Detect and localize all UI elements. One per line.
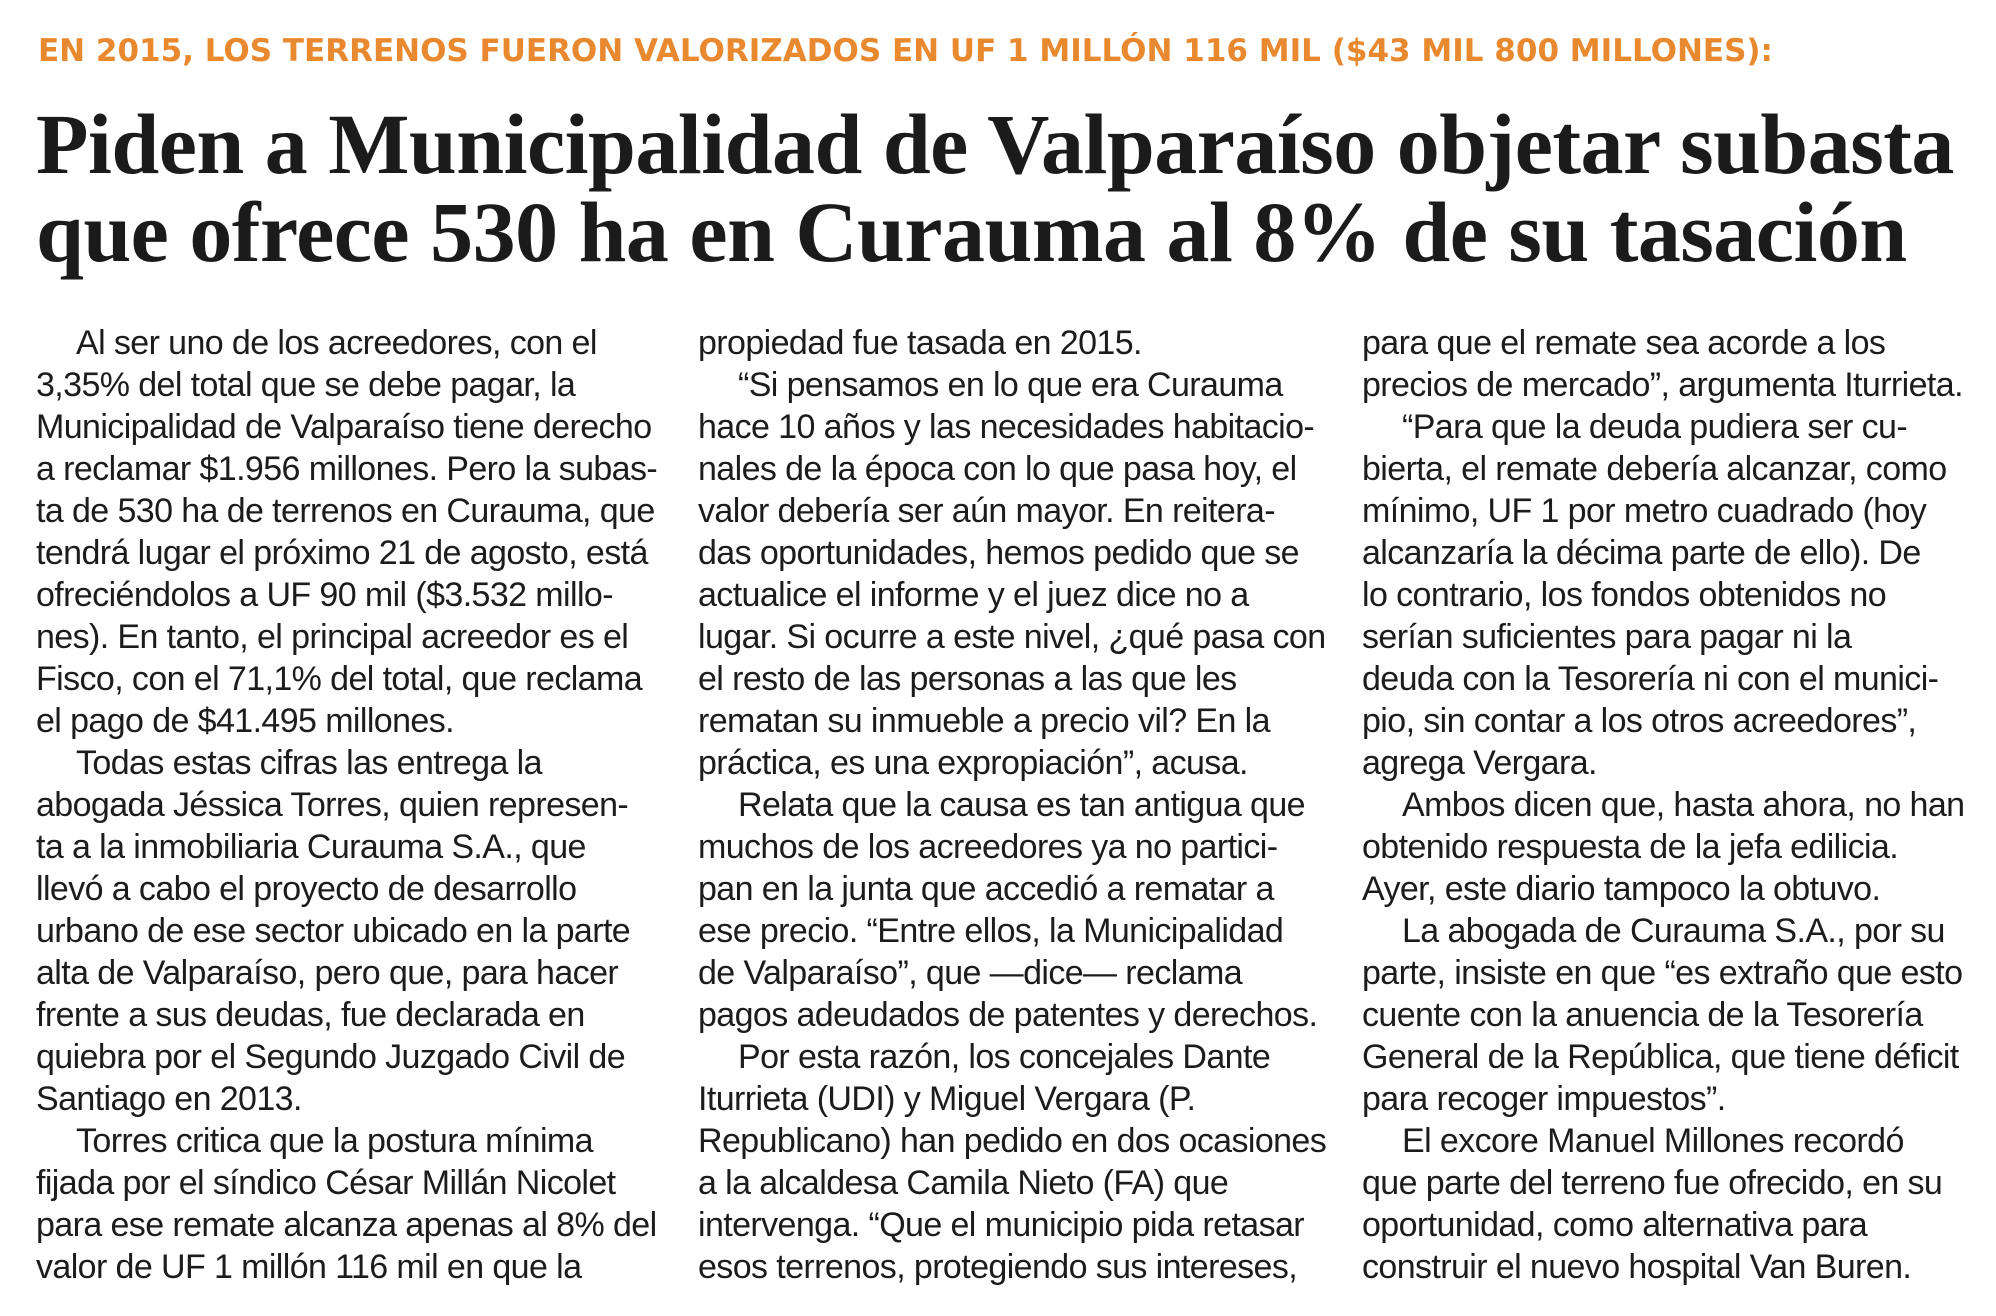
body-text-line: quiebra por el Segundo Juzgado Civil de xyxy=(36,1038,626,1076)
body-column-1 xyxy=(36,322,676,1288)
body-text-line: actualice el informe y el juez dice no a xyxy=(698,576,1249,614)
body-text-line: deuda con la Tesorería ni con el munici- xyxy=(1362,660,1939,698)
article-headline xyxy=(36,96,1976,280)
headline-line: que ofrece 530 ha en Curauma al 8% de su tasación xyxy=(36,184,1907,280)
body-text-line: Por esta razón, los concejales Dante xyxy=(738,1038,1271,1076)
body-text-line: esos terrenos, protegiendo sus intereses, xyxy=(698,1248,1298,1286)
body-text-line: hace 10 años y las necesidades habitacio- xyxy=(698,408,1315,446)
body-text-line: pan en la junta que accedió a rematar a xyxy=(698,870,1274,908)
body-text-line: alta de Valparaíso, pero que, para hacer xyxy=(36,954,619,992)
body-text-line: construir el nuevo hospital Van Buren. xyxy=(1362,1248,1912,1286)
body-text-line: lugar. Si ocurre a este nivel, ¿qué pasa con xyxy=(698,618,1326,656)
body-text-line: nes). En tanto, el principal acreedor es el xyxy=(36,618,629,656)
body-text-line: Fisco, con el 71,1% del total, que reclama xyxy=(36,660,643,698)
article-kicker: EN 2015, LOS TERRENOS FUERON VALORIZADOS EN UF 1 MILLÓN 116 MIL ($43 MIL 800 MILLONES): xyxy=(38,33,1773,69)
body-text-line: “Si pensamos en lo que era Curauma xyxy=(738,366,1283,404)
body-text-line: llevó a cabo el proyecto de desarrollo xyxy=(36,870,577,908)
body-text-line: práctica, es una expropiación”, acusa. xyxy=(698,744,1248,782)
body-text-line: “Para que la deuda pudiera ser cu- xyxy=(1402,408,1908,446)
body-text-line: de Valparaíso”, que —dice— reclama xyxy=(698,954,1243,992)
body-text-line: pagos adeudados de patentes y derechos. xyxy=(698,996,1318,1034)
body-text-line: Al ser uno de los acreedores, con el xyxy=(76,324,597,362)
body-text-line: General de la República, que tiene déficit xyxy=(1362,1038,1959,1076)
body-column-3 xyxy=(1362,322,1996,1288)
body-text-line: frente a sus deudas, fue declarada en xyxy=(36,996,585,1034)
body-text-line: propiedad fue tasada en 2015. xyxy=(698,324,1142,362)
body-text-line: Republicano) han pedido en dos ocasiones xyxy=(698,1122,1327,1160)
body-text-line: oportunidad, como alternativa para xyxy=(1362,1206,1868,1244)
body-text-line: urbano de ese sector ubicado en la parte xyxy=(36,912,631,950)
body-text-line: valor debería ser aún mayor. En reitera- xyxy=(698,492,1275,530)
headline-line: Piden a Municipalidad de Valparaíso objetar subasta xyxy=(36,96,1954,192)
body-text-line: ese precio. “Entre ellos, la Municipalidad xyxy=(698,912,1284,950)
body-text-line: Santiago en 2013. xyxy=(36,1080,302,1118)
body-text-line: abogada Jéssica Torres, quien represen- xyxy=(36,786,629,824)
body-text-line: obtenido respuesta de la jefa edilicia. xyxy=(1362,828,1899,866)
body-text-line: intervenga. “Que el municipio pida retasar xyxy=(698,1206,1305,1244)
body-text-line: el pago de $41.495 millones. xyxy=(36,702,454,740)
body-text-line: Ayer, este diario tampoco la obtuvo. xyxy=(1362,870,1881,908)
body-text-line: el resto de las personas a las que les xyxy=(698,660,1237,698)
body-text-line: ofreciéndolos a UF 90 mil ($3.532 millo- xyxy=(36,576,613,614)
body-text-line: fijada por el síndico César Millán Nicolet xyxy=(36,1164,616,1202)
body-text-line: serían suficientes para pagar ni la xyxy=(1362,618,1852,656)
body-text-line: agrega Vergara. xyxy=(1362,744,1597,782)
body-column-2 xyxy=(698,322,1338,1288)
body-text-line: El excore Manuel Millones recordó xyxy=(1402,1122,1904,1160)
body-text-line: alcanzaría la décima parte de ello). De xyxy=(1362,534,1921,572)
body-text-line: muchos de los acreedores ya no partici- xyxy=(698,828,1278,866)
body-text-line: cuente con la anuencia de la Tesorería xyxy=(1362,996,1923,1034)
body-text-line: nales de la época con lo que pasa hoy, el xyxy=(698,450,1297,488)
body-text-line: mínimo, UF 1 por metro cuadrado (hoy xyxy=(1362,492,1927,530)
body-text-line: ta a la inmobiliaria Curauma S.A., que xyxy=(36,828,586,866)
body-text-line: Ambos dicen que, hasta ahora, no han xyxy=(1402,786,1965,824)
body-text-line: lo contrario, los fondos obtenidos no xyxy=(1362,576,1887,614)
body-text-line: valor de UF 1 millón 116 mil en que la xyxy=(36,1248,582,1286)
body-text-line: para ese remate alcanza apenas al 8% del xyxy=(36,1206,657,1244)
body-text-line: Municipalidad de Valparaíso tiene derecho xyxy=(36,408,652,446)
body-text-line: La abogada de Curauma S.A., por su xyxy=(1402,912,1945,950)
body-text-line: Todas estas cifras las entrega la xyxy=(76,744,542,782)
body-text-line: a la alcaldesa Camila Nieto (FA) que xyxy=(698,1164,1229,1202)
body-text-line: Iturrieta (UDI) y Miguel Vergara (P. xyxy=(698,1080,1196,1118)
body-text-line: para recoger impuestos”. xyxy=(1362,1080,1726,1118)
body-text-line: para que el remate sea acorde a los xyxy=(1362,324,1886,362)
body-text-line: parte, insiste en que “es extraño que esto xyxy=(1362,954,1963,992)
body-text-line: rematan su inmueble a precio vil? En la xyxy=(698,702,1270,740)
body-text-line: a reclamar $1.956 millones. Pero la subas- xyxy=(36,450,658,488)
body-text-line: tendrá lugar el próximo 21 de agosto, está xyxy=(36,534,648,572)
body-text-line: Torres critica que la postura mínima xyxy=(76,1122,593,1160)
body-text-line: que parte del terreno fue ofrecido, en su xyxy=(1362,1164,1943,1202)
body-text-line: ta de 530 ha de terrenos en Curauma, que xyxy=(36,492,655,530)
body-text-line: 3,35% del total que se debe pagar, la xyxy=(36,366,576,404)
body-text-line: Relata que la causa es tan antigua que xyxy=(738,786,1305,824)
body-text-line: precios de mercado”, argumenta Iturrieta. xyxy=(1362,366,1963,404)
body-text-line: pio, sin contar a los otros acreedores”, xyxy=(1362,702,1917,740)
body-text-line: das oportunidades, hemos pedido que se xyxy=(698,534,1299,572)
body-text-line: bierta, el remate debería alcanzar, como xyxy=(1362,450,1947,488)
